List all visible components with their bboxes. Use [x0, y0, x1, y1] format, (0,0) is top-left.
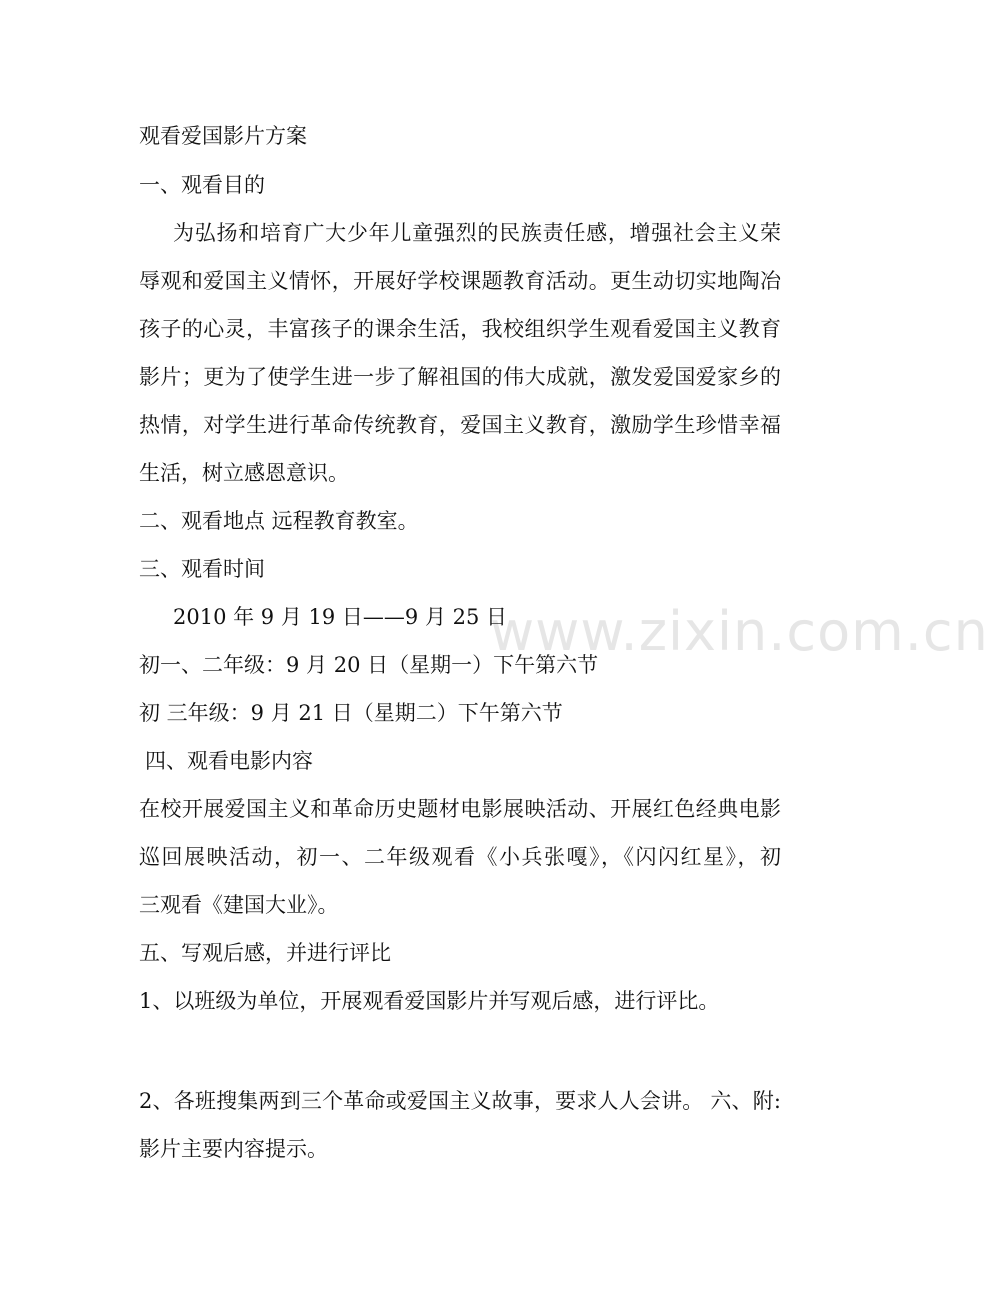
schedule-grade-1-2: 初一、二年级：9 月 20 日（星期一）下午第六节 [139, 653, 599, 677]
watermark: www.zixin.com.cn [490, 600, 989, 663]
section-heading-content: 四、观看电影内容 [145, 749, 313, 773]
paragraph-line: 巡回展映活动，初一、二年级观看《小兵张嘎》，《闪闪红星》，初 [139, 845, 781, 869]
paragraph-line: 孩子的心灵，丰富孩子的课余生活，我校组织学生观看爱国主义教育 [139, 317, 781, 341]
schedule-grade-3: 初 三年级：9 月 21 日（星期二）下午第六节 [139, 701, 563, 725]
list-item: 1、以班级为单位，开展观看爱国影片并写观后感，进行评比。 [139, 989, 720, 1013]
document-title: 观看爱国影片方案 [139, 124, 307, 148]
section-heading-location: 二、观看地点 远程教育教室。 [139, 509, 419, 533]
paragraph-line: 在校开展爱国主义和革命历史题材电影展映活动、开展红色经典电影 [139, 797, 781, 821]
paragraph-line: 热情，对学生进行革命传统教育，爱国主义教育，激励学生珍惜幸福 [139, 413, 781, 437]
paragraph-line: 影片；更为了使学生进一步了解祖国的伟大成就，激发爱国爱家乡的 [139, 365, 781, 389]
section-heading-purpose: 一、观看目的 [139, 173, 265, 197]
paragraph-line: 辱观和爱国主义情怀，开展好学校课题教育活动。更生动切实地陶冶 [139, 269, 781, 293]
paragraph-line: 为弘扬和培育广大少年儿童强烈的民族责任感，增强社会主义荣 [173, 221, 781, 245]
date-range: 2010 年 9 月 19 日——9 月 25 日 [173, 605, 508, 629]
paragraph-line: 三观看《建国大业》。 [139, 893, 339, 917]
section-heading-review: 五、写观后感，并进行评比 [139, 941, 391, 965]
paragraph-line: 生活，树立感恩意识。 [139, 461, 349, 485]
list-item: 2、各班搜集两到三个革命或爱国主义故事，要求人人会讲。 六、附: [139, 1089, 781, 1113]
paragraph-line: 影片主要内容提示。 [139, 1137, 328, 1161]
section-heading-time: 三、观看时间 [139, 557, 265, 581]
